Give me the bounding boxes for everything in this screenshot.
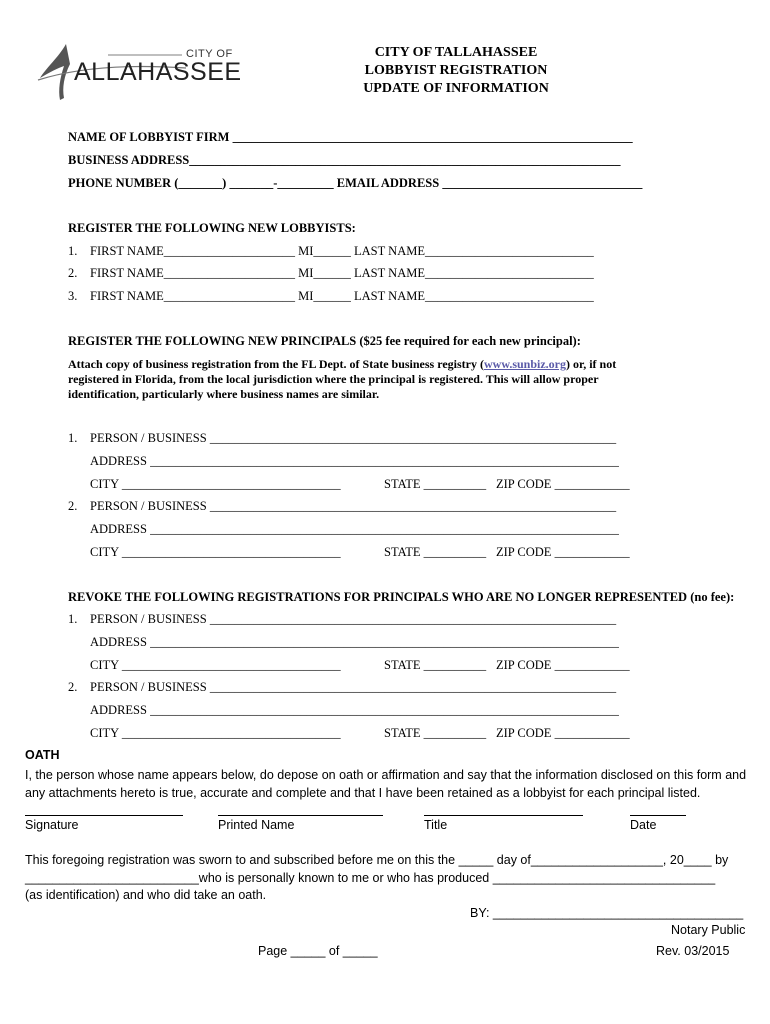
revoke-2-address-field[interactable]: ADDRESS ___________________________________________________________________________ <box>90 703 619 717</box>
signature-label: Signature <box>25 818 79 832</box>
principal-1-zip-field[interactable]: ZIP CODE ____________ <box>496 477 630 491</box>
notary-by-field[interactable]: BY: ____________________________________ <box>470 906 744 920</box>
printed-name-line[interactable] <box>218 815 383 816</box>
sworn-line-1[interactable]: This foregoing registration was sworn to and subscribed before me on this the _____ day of___________________, 20____ by <box>25 853 729 867</box>
principals-instructions: Attach copy of business registration from the FL Dept. of State business registry (www.sunbiz.org) or, if not registered in Florida, from the local jurisdiction where the principal is registered. This will allow proper identification, particularly where business names are similar. <box>68 357 617 401</box>
signature-line[interactable] <box>25 815 183 816</box>
lobbyist-row-3[interactable]: FIRST NAME_____________________ MI______ LAST NAME___________________________ <box>90 289 594 303</box>
title-line[interactable] <box>424 815 583 816</box>
logo-big-text: ALLAHASSEE <box>74 58 242 86</box>
revoke-num: 2. <box>68 680 78 694</box>
lobbyist-row-num: 2. <box>68 266 78 280</box>
revoke-2-zip-field[interactable]: ZIP CODE ____________ <box>496 726 630 740</box>
lobbyist-row-2[interactable]: FIRST NAME_____________________ MI______ LAST NAME___________________________ <box>90 266 594 280</box>
principal-1-address-field[interactable]: ADDRESS ___________________________________________________________________________ <box>90 454 619 468</box>
revoke-heading: REVOKE THE FOLLOWING REGISTRATIONS FOR PRINCIPALS WHO ARE NO LONGER REPRESENTED (no fee): <box>68 590 735 604</box>
revoke-2-state-field[interactable]: STATE __________ <box>384 726 487 740</box>
principal-1-person-field[interactable]: PERSON / BUSINESS _________________________________________________________________ <box>90 431 617 445</box>
header-line-2: LOBBYIST REGISTRATION <box>364 63 548 78</box>
principal-2-person-field[interactable]: PERSON / BUSINESS _________________________________________________________________ <box>90 499 617 513</box>
lobbyist-row-num: 3. <box>68 289 78 303</box>
date-line[interactable] <box>630 815 686 816</box>
revision-label: Rev. 03/2015 <box>656 944 730 958</box>
principal-num: 2. <box>68 499 78 513</box>
header-line-3: UPDATE OF INFORMATION <box>363 81 549 96</box>
lobbyists-heading: REGISTER THE FOLLOWING NEW LOBBYISTS: <box>68 221 356 235</box>
page-number-field[interactable]: Page _____ of _____ <box>258 944 378 958</box>
principal-1-city-field[interactable]: CITY ___________________________________ <box>90 477 341 491</box>
date-label: Date <box>630 818 657 832</box>
lobbyist-row-num: 1. <box>68 244 78 258</box>
notary-public-label: Notary Public <box>671 923 746 937</box>
revoke-2-person-field[interactable]: PERSON / BUSINESS _________________________________________________________________ <box>90 680 617 694</box>
city-logo <box>36 38 246 110</box>
principals-heading: REGISTER THE FOLLOWING NEW PRINCIPALS ($25 fee required for each new principal): <box>68 334 581 348</box>
principal-num: 1. <box>68 431 78 445</box>
sworn-line-2[interactable]: _________________________who is personally known to me or who has produced ________________________________ <box>25 871 716 885</box>
revoke-1-state-field[interactable]: STATE __________ <box>384 658 487 672</box>
lobbyist-row-1[interactable]: FIRST NAME_____________________ MI______ LAST NAME___________________________ <box>90 244 594 258</box>
revoke-1-address-field[interactable]: ADDRESS ___________________________________________________________________________ <box>90 635 619 649</box>
revoke-num: 1. <box>68 612 78 626</box>
oath-heading: OATH <box>25 748 60 762</box>
principal-2-zip-field[interactable]: ZIP CODE ____________ <box>496 545 630 559</box>
revoke-2-city-field[interactable]: CITY ___________________________________ <box>90 726 341 740</box>
principal-2-address-field[interactable]: ADDRESS ___________________________________________________________________________ <box>90 522 619 536</box>
revoke-1-person-field[interactable]: PERSON / BUSINESS _________________________________________________________________ <box>90 612 617 626</box>
logo-small-text: CITY OF <box>186 48 233 60</box>
revoke-1-zip-field[interactable]: ZIP CODE ____________ <box>496 658 630 672</box>
principal-1-state-field[interactable]: STATE __________ <box>384 477 487 491</box>
title-label: Title <box>424 818 448 832</box>
revoke-1-city-field[interactable]: CITY ___________________________________ <box>90 658 341 672</box>
header-line-1: CITY OF TALLAHASSEE <box>374 45 538 60</box>
sworn-line-3: (as identification) and who did take an oath. <box>25 888 267 902</box>
phone-email-field[interactable]: PHONE NUMBER (_______) _______-_________ EMAIL ADDRESS ________________________________ <box>68 176 643 190</box>
business-address-field[interactable]: BUSINESS ADDRESS_____________________________________________________________________ <box>68 153 621 167</box>
sunbiz-link[interactable]: www.sunbiz.org <box>483 357 566 371</box>
oath-text: I, the person whose name appears below, do depose on oath or affirmation and say that the information disclosed on this form and any attachments hereto is true, accurate and complete and that I have been retained as a lobbyist for each principal listed. <box>25 768 747 800</box>
printed-name-label: Printed Name <box>218 818 295 832</box>
principal-2-state-field[interactable]: STATE __________ <box>384 545 487 559</box>
firm-name-field[interactable]: NAME OF LOBBYIST FIRM ________________________________________________________________ <box>68 130 633 144</box>
principal-2-city-field[interactable]: CITY ___________________________________ <box>90 545 341 559</box>
